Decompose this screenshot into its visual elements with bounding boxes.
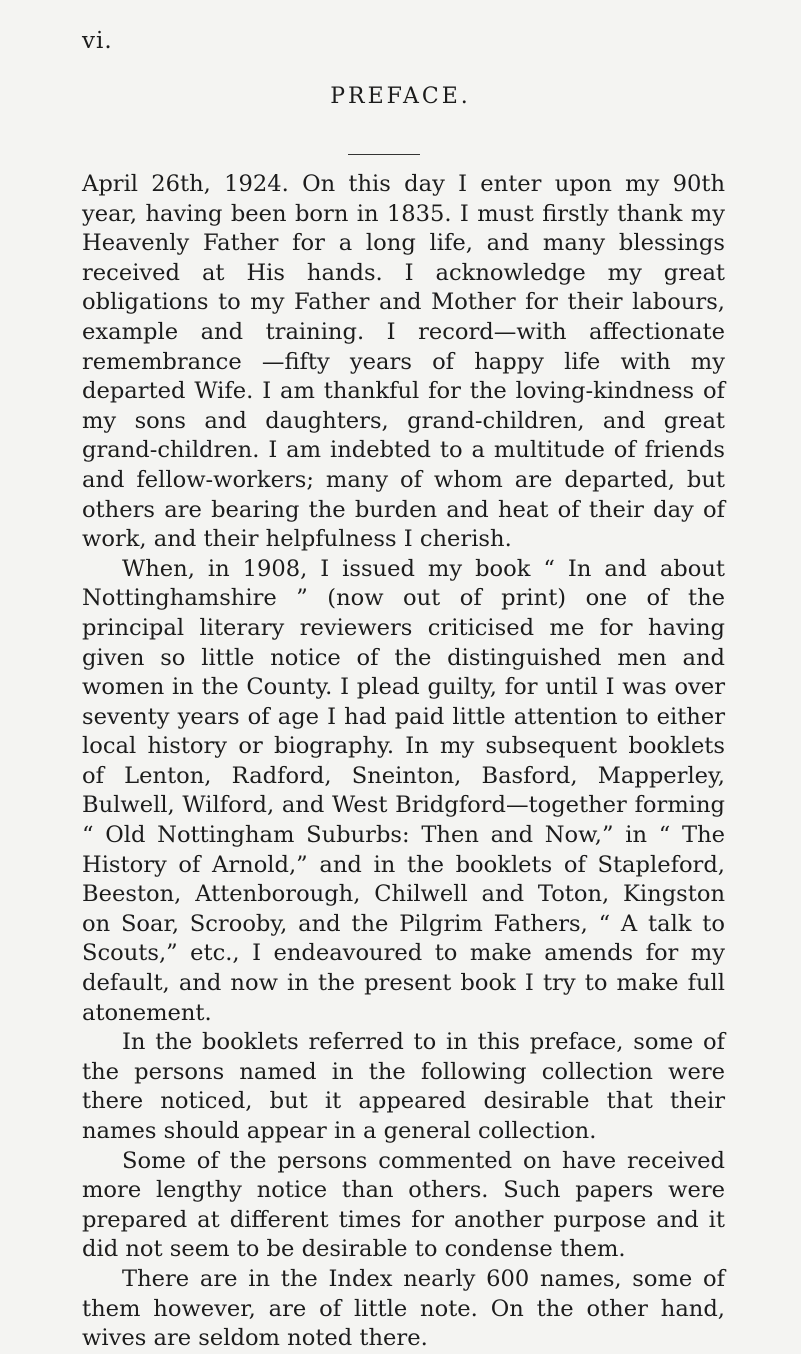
page-title: PREFACE. <box>330 84 471 109</box>
paragraph-1: April 26th, 1924. On this day I enter upon my 90th year, having been born in 1835. I must firstly thank my Heavenly Father for a long life, and many blessings received at His hands. I acknowledge my great obligations to my Father and Mother for their labours, example and training. I record—with affectionate remembrance —fifty years of happy life with my departed Wife. I am thankful for the loving-kindness of my sons and daughters, grand-children, and great grand-children. I am indebted to a multitude of friends and fellow-workers; many of whom are departed, but others are bearing the burden and heat of their day of work, and their helpfulness I cherish. <box>82 171 725 553</box>
paragraph-3: In the booklets referred to in this preface, some of the persons named in the following collection were there noticed, but it appeared desirable that their names should appear in a general collection. <box>82 1029 725 1144</box>
paragraph-2: When, in 1908, I issued my book “ In and about Nottinghamshire ” (now out of print) one of the principal literary reviewers criticised me for having given so little notice of the distinguished men and women in the County. I plead guilty, for until I was over seventy years of age I had paid little attention to either local history or biography. In my subsequent booklets of Lenton, Radford, Sneinton, Basford, Mapperley, Bulwell, Wilford, and West Bridgford—together forming “ Old Nottingham Suburbs: Then and Now,” in “ The History of Arnold,” and in the booklets of Stapleford, Beeston, Attenborough, Chilwell and Toton, Kingston on Soar, Scrooby, and the Pilgrim Fathers, “ A talk to Scouts,” etc., I endeavoured to make amends for my default, and now in the present book I try to make full atonement. <box>82 555 725 1026</box>
preface-body <box>82 170 725 1354</box>
paragraph-5: There are in the Index nearly 600 names, some of them however, are of little note. On the other hand, wives are seldom noted there. <box>82 1265 725 1352</box>
title-divider <box>348 154 420 155</box>
paragraph-4: Some of the persons commented on have received more lengthy notice than others. Such papers were prepared at different times for another purpose and it did not seem to be desirable to condense them. <box>82 1147 725 1263</box>
page-number: vi. <box>82 28 113 54</box>
